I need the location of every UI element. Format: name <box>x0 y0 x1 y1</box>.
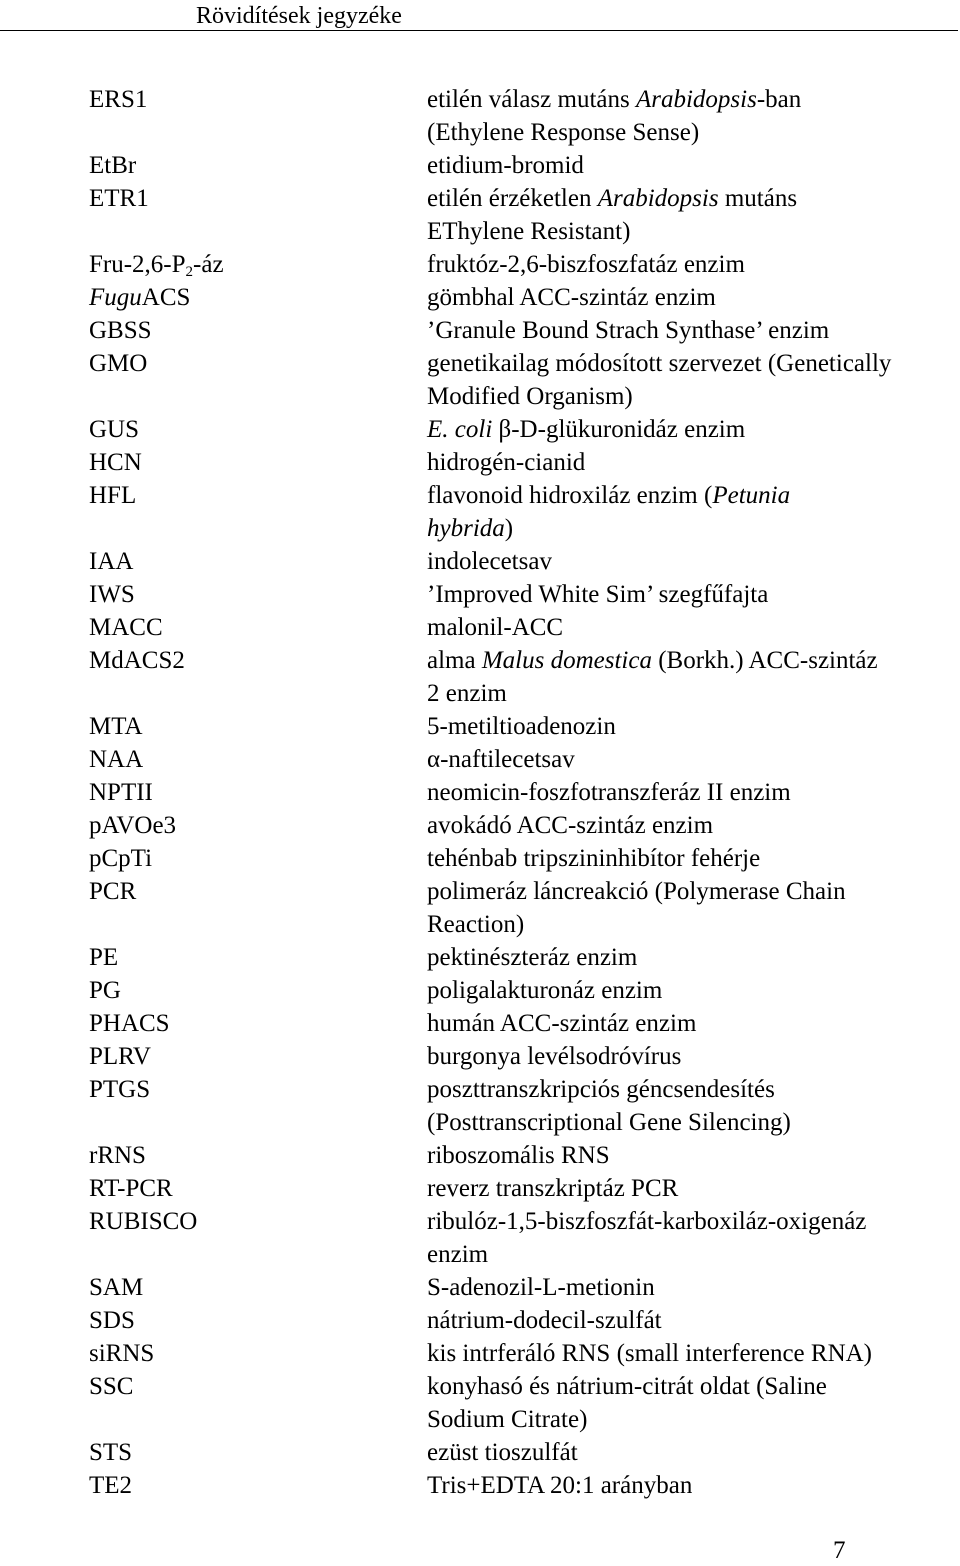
abbreviation-definition <box>427 1337 957 1370</box>
abbreviation-definition <box>427 1040 957 1073</box>
text-segment: etilén válasz mutáns <box>427 86 636 113</box>
text-segment: fruktóz-2,6-biszfoszfatáz enzim <box>427 251 745 278</box>
abbreviation-term <box>89 1304 135 1337</box>
text-segment: ACS <box>141 284 191 311</box>
definition-line <box>427 809 957 842</box>
abbreviation-definition <box>427 347 957 413</box>
text-segment: Arabidopsis <box>635 86 757 113</box>
text-segment: S-adenozil-L-metionin <box>427 1274 655 1301</box>
definition-line <box>427 215 957 248</box>
abbreviation-definition <box>427 314 957 347</box>
abbreviation-term <box>89 545 133 578</box>
text-segment: burgonya levélsodróvírus <box>427 1043 682 1070</box>
text-segment: STS <box>89 1439 133 1466</box>
abbreviation-row <box>0 182 960 248</box>
definition-line <box>427 611 957 644</box>
abbreviation-row <box>0 314 960 347</box>
abbreviation-list <box>0 83 960 1502</box>
definition-line <box>427 1304 957 1337</box>
abbreviation-row <box>0 1304 960 1337</box>
abbreviation-definition <box>427 1469 957 1502</box>
definition-line <box>427 1073 957 1106</box>
text-segment: EtBr <box>89 152 137 179</box>
abbreviation-definition <box>427 875 957 941</box>
abbreviation-row <box>0 446 960 479</box>
text-segment: mutáns <box>718 185 798 212</box>
abbreviation-term <box>89 1469 132 1502</box>
definition-line <box>427 776 957 809</box>
abbreviation-term <box>89 842 152 875</box>
definition-line <box>427 380 957 413</box>
definition-line <box>427 908 957 941</box>
text-segment: Fugu <box>89 284 142 311</box>
abbreviation-definition <box>427 809 957 842</box>
abbreviation-term <box>89 974 121 1007</box>
abbreviation-row <box>0 578 960 611</box>
abbreviation-term <box>89 413 139 446</box>
text-segment: (Ethylene Response Sense) <box>427 119 700 146</box>
definition-line <box>427 1040 957 1073</box>
abbreviation-term <box>89 809 176 842</box>
definition-line <box>427 1370 957 1403</box>
text-segment: TE2 <box>89 1472 133 1499</box>
text-segment: gömbhal ACC-szintáz enzim <box>427 284 716 311</box>
abbreviation-definition <box>427 1271 957 1304</box>
abbreviation-row <box>0 347 960 413</box>
abbreviation-term <box>89 248 224 281</box>
abbreviation-term <box>89 941 118 974</box>
abbreviation-term <box>89 644 185 677</box>
definition-line <box>427 545 957 578</box>
definition-line <box>427 644 957 677</box>
abbreviation-row <box>0 1436 960 1469</box>
abbreviation-term <box>89 347 147 380</box>
text-segment: Reaction) <box>427 911 525 938</box>
text-segment: pCpTi <box>89 845 153 872</box>
text-segment: ) <box>504 515 514 542</box>
abbreviation-term <box>89 314 152 347</box>
abbreviation-row <box>0 1271 960 1304</box>
abbreviation-definition <box>427 1436 957 1469</box>
abbreviation-definition <box>427 83 957 149</box>
abbreviation-definition <box>427 776 957 809</box>
definition-line <box>427 842 957 875</box>
abbreviation-term <box>89 1205 197 1238</box>
definition-line <box>427 1139 957 1172</box>
abbreviation-row <box>0 1337 960 1370</box>
text-segment: MACC <box>89 614 163 641</box>
text-segment: IAA <box>89 548 134 575</box>
abbreviation-definition <box>427 974 957 1007</box>
header-rule <box>0 30 958 31</box>
abbreviation-term <box>89 446 142 479</box>
text-segment: reverz transzkriptáz PCR <box>427 1175 679 1202</box>
abbreviation-definition <box>427 149 957 182</box>
abbreviation-term <box>89 1337 154 1370</box>
text-segment: SSC <box>89 1373 134 1400</box>
definition-line <box>427 512 957 545</box>
text-segment: 2 <box>185 264 194 280</box>
text-segment: poszttranszkripciós géncsendesítés <box>427 1076 775 1103</box>
abbreviation-term <box>89 182 149 215</box>
text-segment: Malus domestica <box>481 647 652 674</box>
abbreviation-definition <box>427 941 957 974</box>
definition-line <box>427 743 957 776</box>
text-segment: poligalakturonáz enzim <box>427 977 663 1004</box>
abbreviation-row <box>0 941 960 974</box>
text-segment: NPTII <box>89 779 153 806</box>
text-segment: MTA <box>89 713 143 740</box>
abbreviation-row <box>0 413 960 446</box>
definition-line <box>427 1337 957 1370</box>
definition-line <box>427 1469 957 1502</box>
text-segment: riboszomális RNS <box>427 1142 610 1169</box>
text-segment: rRNS <box>89 1142 146 1169</box>
text-segment: -ban <box>756 86 802 113</box>
text-segment: Arabidopsis <box>597 185 719 212</box>
text-segment: flavonoid hidroxiláz enzim ( <box>427 482 713 509</box>
definition-line <box>427 1007 957 1040</box>
definition-line <box>427 974 957 1007</box>
section-title: Rövidítések jegyzéke <box>196 3 402 29</box>
abbreviation-definition <box>427 611 957 644</box>
abbreviation-row <box>0 248 960 281</box>
text-segment: -áz <box>193 251 224 278</box>
text-segment: RT-PCR <box>89 1175 173 1202</box>
text-segment: ribulóz-1,5-biszfoszfát-karboxiláz-oxigenáz <box>427 1208 867 1235</box>
abbreviation-definition <box>427 248 957 281</box>
abbreviation-term <box>89 1073 150 1106</box>
text-segment: PG <box>89 977 121 1004</box>
text-segment: Petunia <box>712 482 791 509</box>
text-segment: SDS <box>89 1307 135 1334</box>
text-segment: HCN <box>89 449 142 476</box>
abbreviation-row <box>0 1469 960 1502</box>
abbreviation-term <box>89 1271 143 1304</box>
abbreviation-definition <box>427 1073 957 1139</box>
abbreviation-term <box>89 1370 133 1403</box>
text-segment: (Borkh.) ACC-szintáz <box>651 647 878 674</box>
definition-line <box>427 116 957 149</box>
definition-line <box>427 1436 957 1469</box>
text-segment: MdACS2 <box>89 647 185 674</box>
page-number: 7 <box>833 1537 846 1564</box>
abbreviation-row <box>0 479 960 545</box>
definition-line <box>427 149 957 182</box>
abbreviation-row <box>0 809 960 842</box>
text-segment: RUBISCO <box>89 1208 198 1235</box>
abbreviation-term <box>89 743 143 776</box>
text-segment: ETR1 <box>89 185 149 212</box>
text-segment: alma <box>427 647 482 674</box>
text-segment: hybrida <box>427 515 505 542</box>
definition-line <box>427 1403 957 1436</box>
abbreviation-row <box>0 149 960 182</box>
text-segment: nátrium-dodecil-szulfát <box>427 1307 662 1334</box>
text-segment: α-naftilecetsav <box>427 746 575 773</box>
text-segment: ERS1 <box>89 86 148 113</box>
abbreviation-term <box>89 776 153 809</box>
definition-line <box>427 710 957 743</box>
abbreviation-row <box>0 1040 960 1073</box>
abbreviation-row <box>0 83 960 149</box>
definition-line <box>427 314 957 347</box>
abbreviation-term <box>89 578 135 611</box>
abbreviation-definition <box>427 1172 957 1205</box>
text-segment: 2 enzim <box>427 680 507 707</box>
abbreviation-definition <box>427 644 957 710</box>
abbreviation-row <box>0 281 960 314</box>
abbreviation-definition <box>427 413 957 446</box>
definition-line <box>427 281 957 314</box>
text-segment: E. coli <box>427 416 493 443</box>
text-segment: etidium-bromid <box>427 152 584 179</box>
text-segment: genetikailag módosított szervezet (Genetically <box>427 350 892 377</box>
text-segment: enzim <box>427 1241 489 1268</box>
abbreviation-definition <box>427 1205 957 1271</box>
abbreviation-row <box>0 644 960 710</box>
definition-line <box>427 413 957 446</box>
definition-line <box>427 1205 957 1238</box>
text-segment: Tris+EDTA 20:1 arányban <box>427 1472 693 1499</box>
abbreviation-definition <box>427 479 957 545</box>
text-segment: NAA <box>89 746 144 773</box>
abbreviation-term <box>89 1139 146 1172</box>
abbreviation-term <box>89 611 163 644</box>
text-segment: ’Granule Bound Strach Synthase’ enzim <box>427 317 830 344</box>
text-segment: (Posttranscriptional Gene Silencing) <box>427 1109 791 1136</box>
text-segment: humán ACC-szintáz enzim <box>427 1010 697 1037</box>
definition-line <box>427 83 957 116</box>
definition-line <box>427 1106 957 1139</box>
text-segment: SAM <box>89 1274 144 1301</box>
text-segment: Sodium Citrate) <box>427 1406 588 1433</box>
text-segment: GBSS <box>89 317 152 344</box>
definition-line <box>427 875 957 908</box>
text-segment: GMO <box>89 350 148 377</box>
definition-line <box>427 677 957 710</box>
text-segment: pektinészteráz enzim <box>427 944 638 971</box>
text-segment: avokádó ACC-szintáz enzim <box>427 812 714 839</box>
text-segment: GUS <box>89 416 140 443</box>
abbreviation-term <box>89 149 136 182</box>
abbreviation-row <box>0 710 960 743</box>
text-segment: PCR <box>89 878 137 905</box>
abbreviation-definition <box>427 182 957 248</box>
text-segment: konyhasó és nátrium-citrát oldat (Saline <box>427 1373 827 1400</box>
text-segment: PE <box>89 944 119 971</box>
abbreviation-term <box>89 281 190 314</box>
definition-line <box>427 941 957 974</box>
text-segment: β-D-glükuronidáz enzim <box>492 416 746 443</box>
abbreviation-definition <box>427 842 957 875</box>
abbreviation-row <box>0 875 960 941</box>
abbreviation-term <box>89 710 143 743</box>
text-segment: IWS <box>89 581 135 608</box>
text-segment: pAVOe3 <box>89 812 177 839</box>
text-segment: kis intrferáló RNS (small interference RNA) <box>427 1340 873 1367</box>
abbreviation-row <box>0 1007 960 1040</box>
abbreviation-definition <box>427 1007 957 1040</box>
abbreviation-term <box>89 1172 173 1205</box>
text-segment: siRNS <box>89 1340 155 1367</box>
abbreviation-definition <box>427 578 957 611</box>
text-segment: etilén érzéketlen <box>427 185 598 212</box>
abbreviation-definition <box>427 446 957 479</box>
abbreviation-definition <box>427 710 957 743</box>
definition-line <box>427 578 957 611</box>
text-segment: polimeráz láncreakció (Polymerase Chain <box>427 878 846 905</box>
abbreviation-row <box>0 1073 960 1139</box>
abbreviation-row <box>0 776 960 809</box>
text-segment: indolecetsav <box>427 548 552 575</box>
abbreviation-row <box>0 1205 960 1271</box>
abbreviation-row <box>0 1172 960 1205</box>
abbreviation-definition <box>427 1370 957 1436</box>
abbreviation-term <box>89 1436 132 1469</box>
abbreviation-row <box>0 1139 960 1172</box>
definition-line <box>427 1271 957 1304</box>
definition-line <box>427 182 957 215</box>
text-segment: ’Improved White Sim’ szegfűfajta <box>427 581 769 608</box>
text-segment: PHACS <box>89 1010 170 1037</box>
page-header <box>0 0 960 34</box>
abbreviation-definition <box>427 743 957 776</box>
abbreviation-term <box>89 83 147 116</box>
abbreviation-row <box>0 974 960 1007</box>
text-segment: tehénbab tripszininhibítor fehérje <box>427 845 761 872</box>
abbreviation-definition <box>427 1304 957 1337</box>
abbreviation-term <box>89 1040 151 1073</box>
definition-line <box>427 347 957 380</box>
text-segment: 5-metiltioadenozin <box>427 713 616 740</box>
abbreviation-row <box>0 743 960 776</box>
definition-line <box>427 1238 957 1271</box>
abbreviation-definition <box>427 281 957 314</box>
definition-line <box>427 248 957 281</box>
text-segment: Fru-2,6-P <box>89 251 186 278</box>
text-segment: neomicin-foszfotranszferáz II enzim <box>427 779 791 806</box>
abbreviation-definition <box>427 545 957 578</box>
text-segment: ezüst tioszulfát <box>427 1439 578 1466</box>
text-segment: PTGS <box>89 1076 151 1103</box>
abbreviation-row <box>0 842 960 875</box>
abbreviation-row <box>0 545 960 578</box>
definition-line <box>427 446 957 479</box>
abbreviation-row <box>0 611 960 644</box>
abbreviation-term <box>89 1007 170 1040</box>
definition-line <box>427 479 957 512</box>
definition-line <box>427 1172 957 1205</box>
abbreviation-term <box>89 875 136 908</box>
text-segment: malonil-ACC <box>427 614 564 641</box>
abbreviation-row <box>0 1370 960 1436</box>
abbreviation-definition <box>427 1139 957 1172</box>
text-segment: PLRV <box>89 1043 151 1070</box>
text-segment: hidrogén-cianid <box>427 449 586 476</box>
text-segment: HFL <box>89 482 137 509</box>
text-segment: EThylene Resistant) <box>427 218 631 245</box>
text-segment: Modified Organism) <box>427 383 633 410</box>
abbreviation-term <box>89 479 136 512</box>
